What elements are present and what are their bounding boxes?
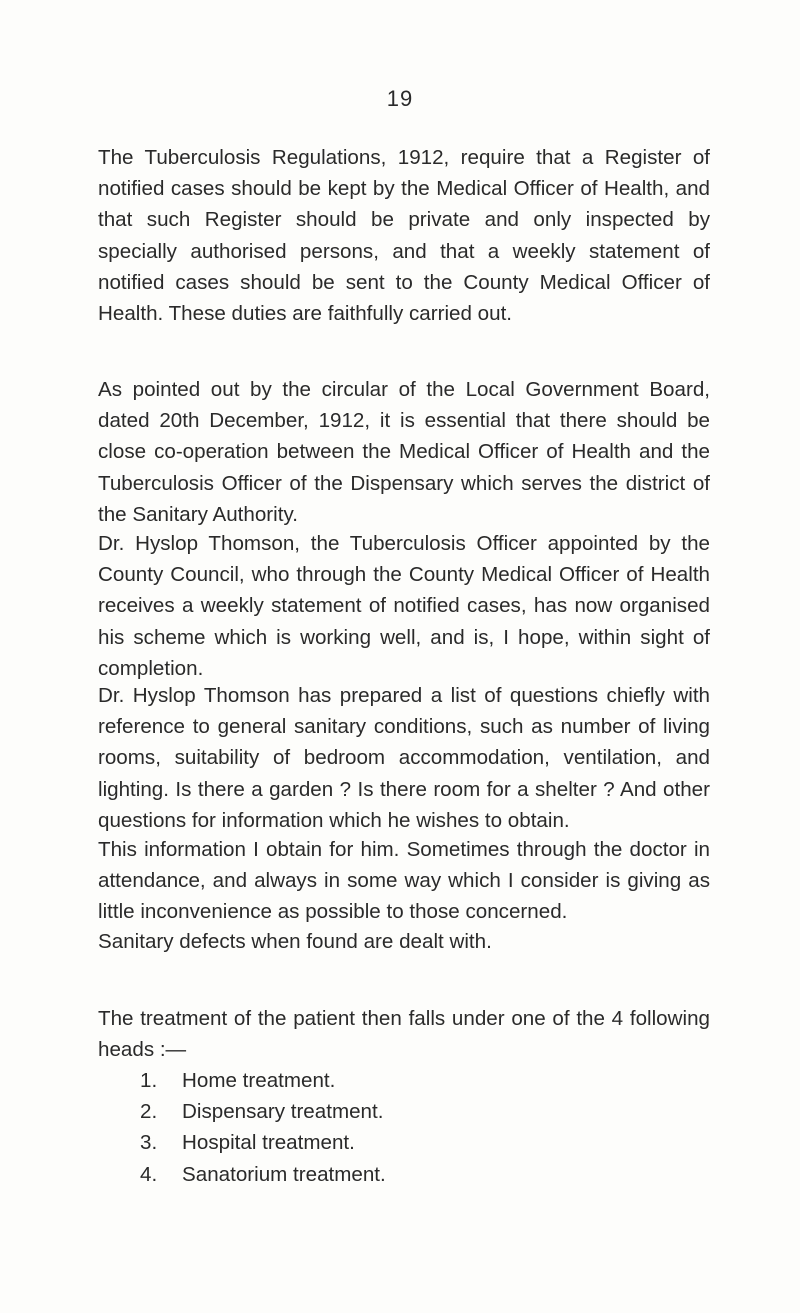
paragraph-information	[98, 834, 710, 928]
list-item-text: Home treatment.	[182, 1069, 336, 1092]
paragraph-text: Dr. Hyslop Thomson has prepared a list of questions chiefly with reference to general sanitary conditions, such as number of living rooms, suitability of bedroom accommodation, ventilation, and lighting. Is there a garden ? Is there room for a shelter ? And other questions for information which he wishes to obtain.	[98, 684, 710, 832]
paragraph-text: The treatment of the patient then falls under one of the 4 following heads :—	[98, 1007, 710, 1062]
paragraph-text: As pointed out by the circular of the Local Government Board, dated 20th December, 1912, it is essential that there should be close co-operation between the Medical Officer of Health and the Tuberculosis Officer of the Dispensary which serves the district of the Sanitary Authority.	[98, 378, 710, 526]
list-item-text: Dispensary treatment.	[182, 1100, 384, 1124]
list-item	[140, 1127, 386, 1158]
list-item	[140, 1159, 386, 1190]
paragraph-register	[98, 142, 710, 329]
list-item-text: Hospital treatment.	[182, 1131, 355, 1155]
paragraph-questions	[98, 680, 710, 836]
list-item	[140, 1096, 386, 1127]
list-item-number: 2.	[140, 1100, 158, 1124]
paragraph-tuberculosis-officer	[98, 528, 710, 684]
page-number: 19	[386, 86, 414, 111]
treatment-heads-list	[140, 1065, 386, 1190]
list-item	[140, 1065, 386, 1096]
paragraph-sanitary-defects	[98, 926, 710, 957]
list-item-number: 4.	[140, 1162, 158, 1186]
list-item-number: 3.	[140, 1131, 158, 1155]
paragraph-treatment-intro	[98, 1003, 710, 1065]
paragraph-text: This information I obtain for him. Sometimes through the doctor in attendance, and always in some way which I consider is giving as little inconvenience as possible to those concerned.	[98, 838, 710, 924]
paragraph-cooperation	[98, 374, 710, 530]
list-item-number: 1.	[140, 1069, 158, 1092]
paragraph-text: Sanitary defects when found are dealt with.	[98, 930, 492, 953]
paragraph-text: Dr. Hyslop Thomson, the Tuberculosis Officer appointed by the County Council, who through the County Medical Officer of Health receives a weekly statement of notified cases, has now organised his scheme which is working well, and is, I hope, within sight of completion.	[98, 532, 710, 680]
list-item-text: Sanatorium treatment.	[182, 1162, 386, 1186]
paragraph-text: The Tuberculosis Regulations, 1912, require that a Register of notified cases should be kept by the Medical Officer of Health, and that such Register should be private and only inspected by specially authorised persons, and that a weekly statement of notified cases should be sent to the County Medical Officer of Health. These duties are faithfully carried out.	[98, 146, 710, 326]
